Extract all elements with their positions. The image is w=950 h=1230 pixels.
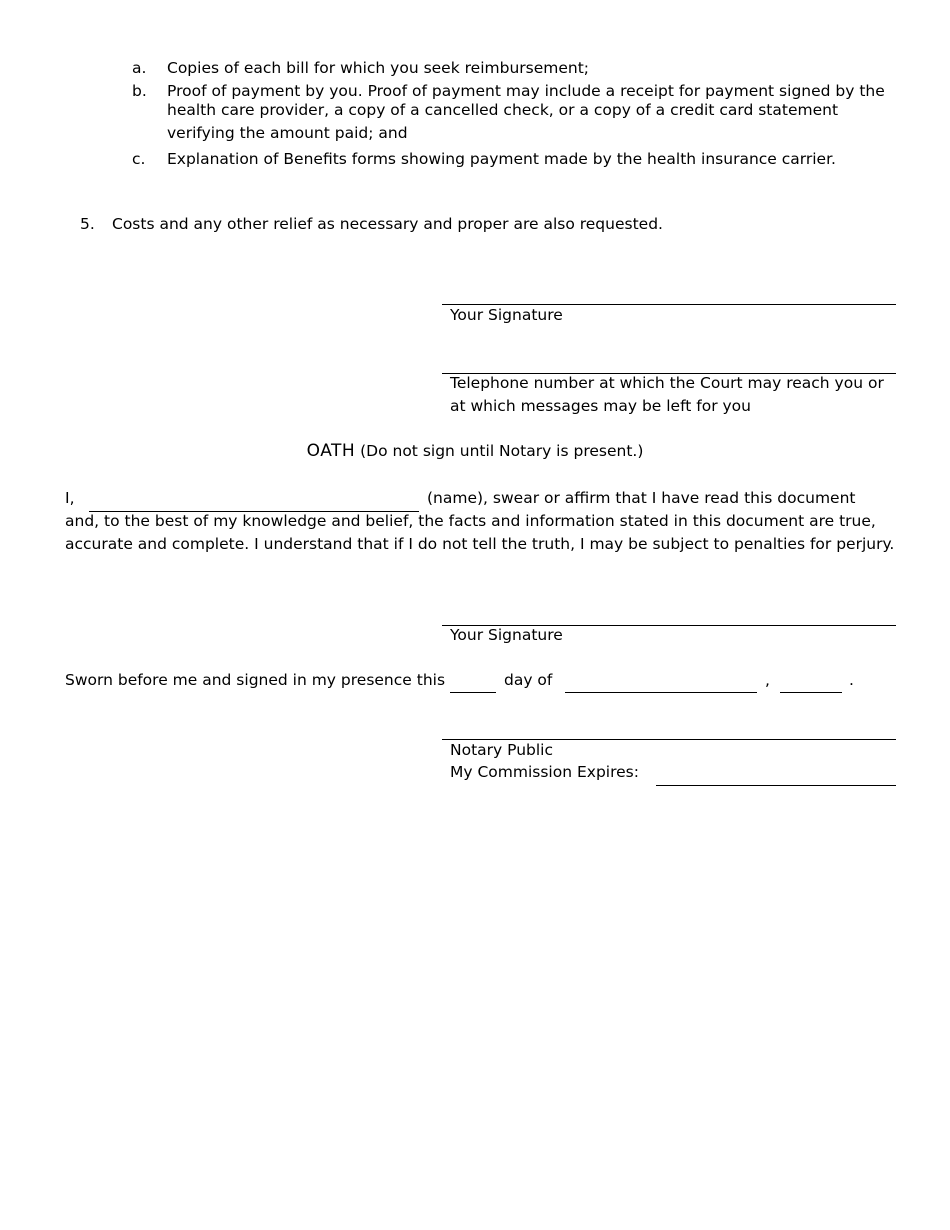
- year-field-line[interactable]: [780, 692, 842, 693]
- commission-label: My Commission Expires:: [450, 763, 639, 781]
- list-item-a-text: Copies of each bill for which you seek reimbursement;: [167, 59, 590, 77]
- notary-label: Notary Public: [450, 741, 553, 759]
- list-item-c-text: Explanation of Benefits forms showing payment made by the health insurance carrier.: [167, 150, 836, 168]
- oath-heading: [0, 441, 950, 461]
- item-5-marker: 5.: [80, 215, 95, 233]
- telephone-label-line-1: Telephone number at which the Court may reach you or: [450, 374, 884, 392]
- sworn-comma: ,: [765, 671, 770, 689]
- day-of-text: day of: [504, 671, 553, 689]
- oath-line-2: and, to the best of my knowledge and belief, the facts and information stated in this document are true,: [65, 512, 876, 530]
- list-marker-c: c.: [132, 150, 146, 168]
- signature-label-1: Your Signature: [450, 306, 563, 324]
- telephone-label-line-2: at which messages may be left for you: [450, 397, 751, 415]
- signature-label-2: Your Signature: [450, 626, 563, 644]
- list-item-b-line-3: verifying the amount paid; and: [167, 124, 408, 142]
- sworn-text: Sworn before me and signed in my presence this: [65, 671, 446, 689]
- oath-title: OATH: [306, 441, 356, 461]
- month-field-line[interactable]: [565, 692, 757, 693]
- notary-signature-line[interactable]: [442, 739, 896, 740]
- commission-field-line[interactable]: [656, 785, 896, 786]
- list-item-b-line-2: health care provider, a copy of a cancelled check, or a copy of a credit card statement: [167, 101, 839, 119]
- list-marker-a: a.: [132, 59, 147, 77]
- sworn-period: .: [849, 671, 854, 689]
- signature-line-1[interactable]: [442, 304, 896, 305]
- oath-line-3: accurate and complete. I understand that if I do not tell the truth, I may be subject to penalties for perjury.: [65, 535, 895, 553]
- oath-line-1: (name), swear or affirm that I have read this document: [427, 489, 856, 507]
- item-5-text: Costs and any other relief as necessary and proper are also requested.: [112, 215, 663, 233]
- oath-note: (Do not sign until Notary is present.): [360, 442, 644, 460]
- list-item-b-line-1: Proof of payment by you. Proof of payment may include a receipt for payment signed by the: [167, 82, 885, 100]
- oath-prefix: I,: [65, 489, 75, 507]
- list-marker-b: b.: [132, 82, 147, 100]
- day-field-line[interactable]: [450, 692, 496, 693]
